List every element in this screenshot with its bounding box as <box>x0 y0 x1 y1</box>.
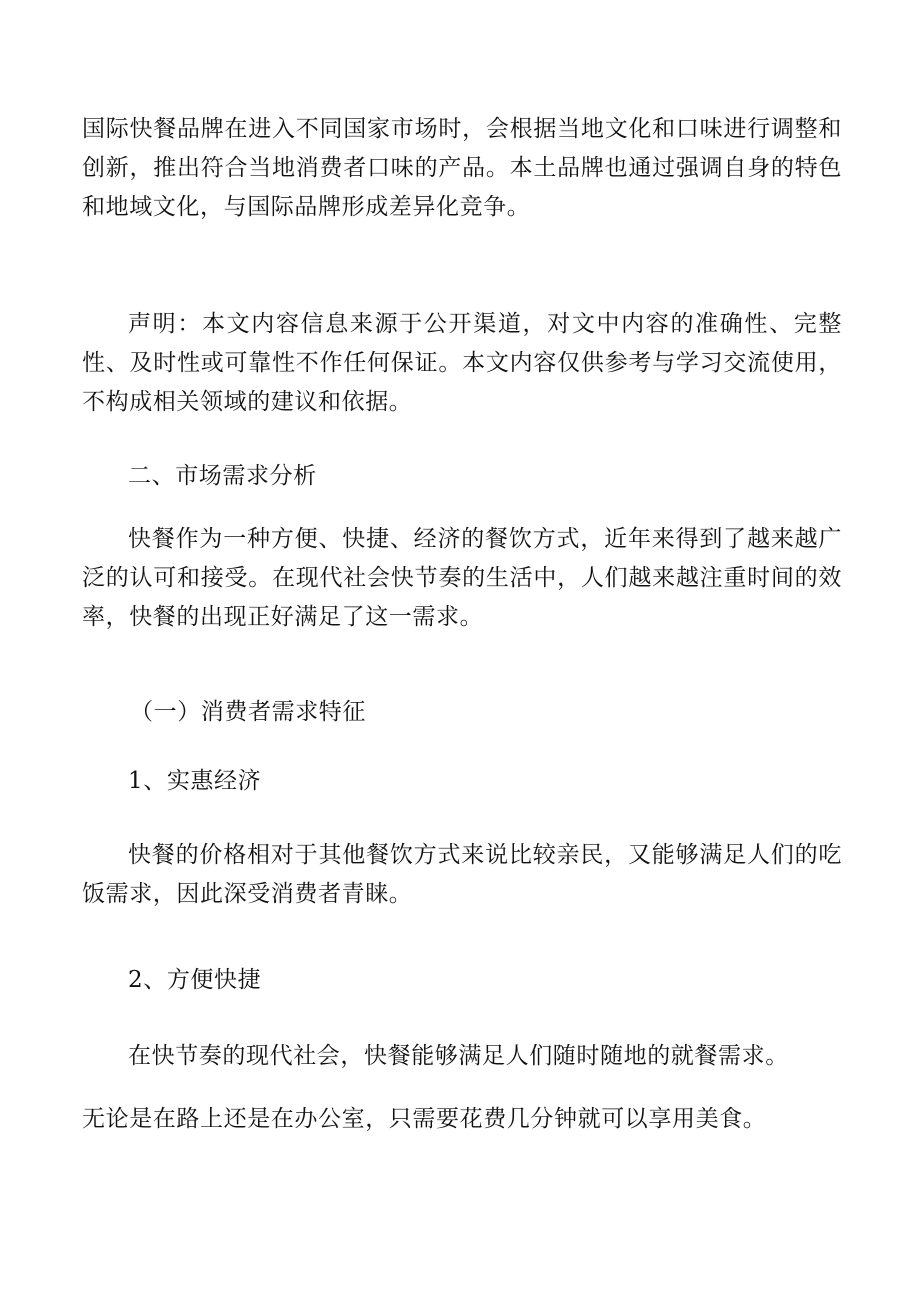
paragraph-convenient-continued: 无论是在路上还是在办公室，只需要花费几分钟就可以享用美食。 <box>82 1106 767 1132</box>
paragraph-disclaimer: 声明：本文内容信息来源于公开渠道，对文中内容的准确性、完整性、及时性或可靠性不作任何保证。本文内容仅供参考与学习交流使用，不构成相关领域的建议和依据。 <box>82 311 842 415</box>
paragraph-localization: 国际快餐品牌在进入不同国家市场时，会根据当地文化和口味进行调整和创新，推出符合当地消费者口味的产品。本土品牌也通过强调自身的特色和地域文化，与国际品牌形成差异化竞争。 <box>82 116 842 220</box>
section-heading-market-demand: 二、市场需求分析 <box>128 463 317 489</box>
paragraph-convenient: 在快节奏的现代社会，快餐能够满足人们随时随地的就餐需求。 <box>128 1043 789 1069</box>
subsection-heading-consumer-needs: （一）消费者需求特征 <box>130 699 366 725</box>
paragraph-affordable: 快餐的价格相对于其他餐饮方式来说比较亲民，又能够满足人们的吃饭需求，因此深受消费者青睐。 <box>82 842 842 907</box>
item-heading-affordable: 1、实惠经济 <box>128 768 262 794</box>
paragraph-fastfood-overview: 快餐作为一种方便、快捷、经济的餐饮方式，近年来得到了越来越广泛的认可和接受。在现代社会快节奏的生活中，人们越来越注重时间的效率，快餐的出现正好满足了这一需求。 <box>82 526 842 630</box>
item-heading-convenient: 2、方便快捷 <box>128 967 262 993</box>
